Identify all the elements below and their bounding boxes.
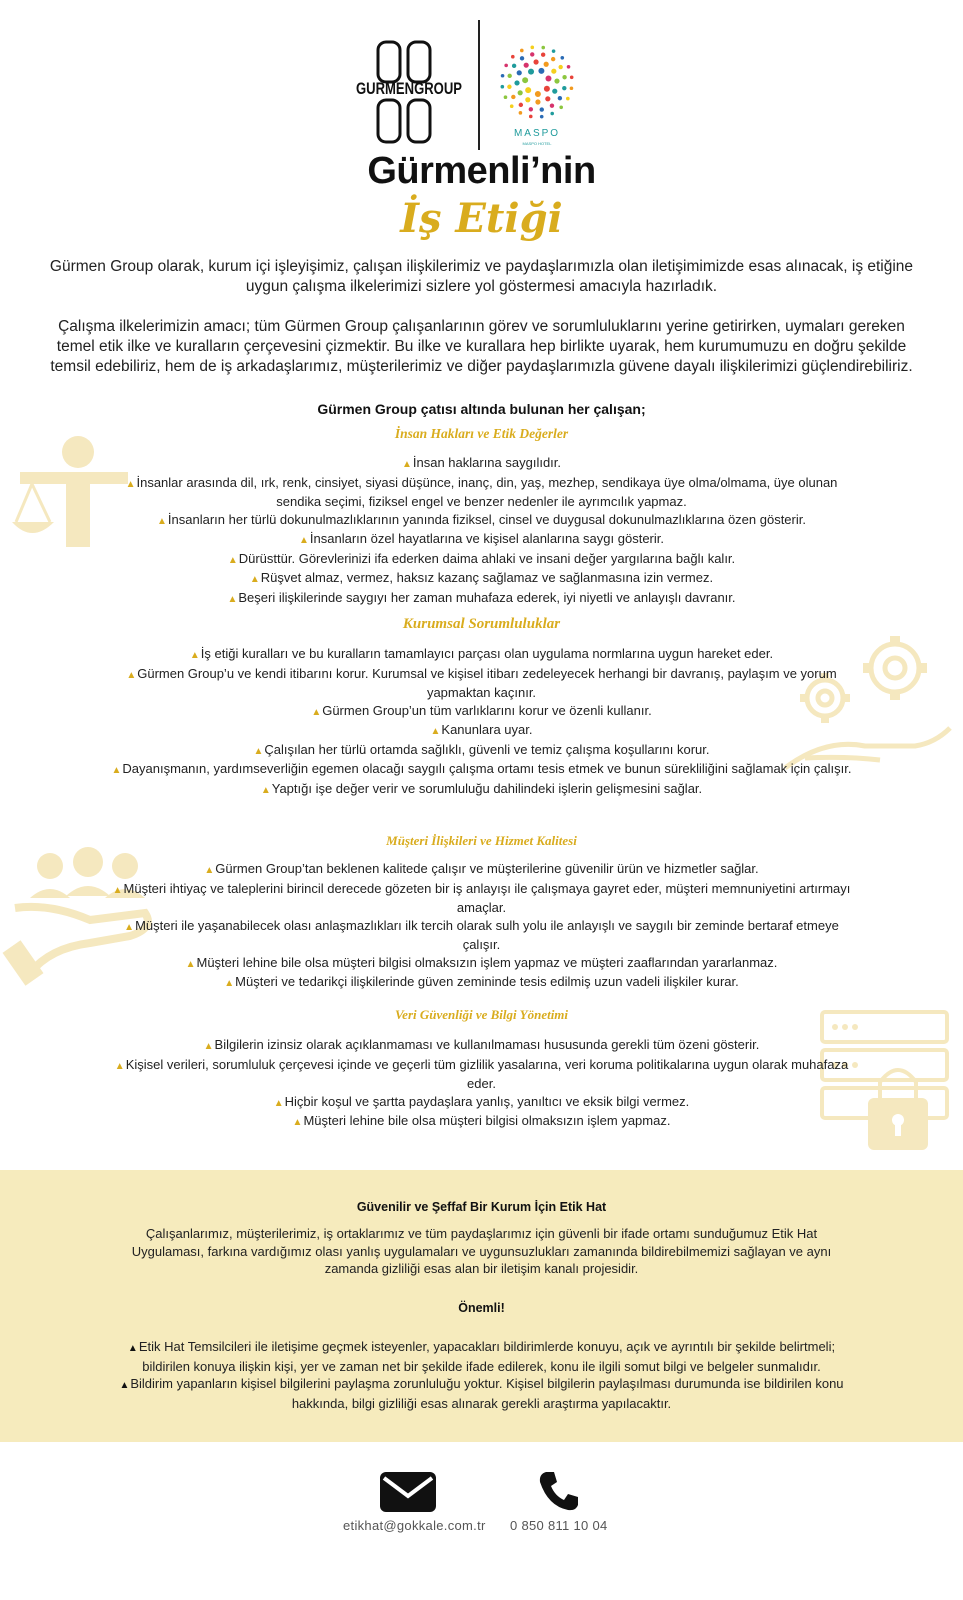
list-item-text: Yaptığı işe değer verir ve sorumluluğu dahilindeki işlerin gelişmesini sağlar. bbox=[271, 780, 703, 796]
list-item bbox=[110, 954, 853, 974]
triangle-bullet-icon: ▲ bbox=[185, 958, 196, 970]
list-item bbox=[110, 721, 853, 741]
logo-dot bbox=[518, 90, 523, 95]
intro-paragraph-1: Gürmen Group olarak, kurum içi işleyişimiz, çalışan ilişkilerimiz ve paydaşlarımızla olan iletişimimizde esas alınacak, iş etiğine uygun çalışma ilkelerimizi sizlere yol göstermesi amacıyla hazırladık. bbox=[49, 258, 914, 295]
list-item bbox=[110, 474, 853, 511]
logo-dot bbox=[566, 97, 570, 101]
list-item-text: Gürmen Group’un tüm varlıklarını korur ve özenli kullanır. bbox=[322, 702, 652, 718]
logo-dot bbox=[533, 59, 538, 64]
triangle-bullet-icon: ▲ bbox=[203, 1041, 214, 1052]
list-item-text: Dayanışmanın, yardımseverliğin egemen olacağı saygılı çalışma ortamı tesis etmek ve bunun sürekliliğini sağlamak için çalışır. bbox=[122, 761, 852, 776]
triangle-bullet-icon: ▲ bbox=[249, 574, 260, 585]
list-item bbox=[110, 780, 853, 800]
gurmen-group-logo bbox=[356, 42, 466, 142]
section-customer-list bbox=[110, 860, 853, 993]
list-item bbox=[110, 550, 853, 570]
triangle-bullet-icon: ▲ bbox=[204, 865, 215, 876]
list-item-text: Çalışılan her türlü ortamda sağlıklı, güvenli ve temiz çalışma koşullarını korur. bbox=[264, 741, 710, 757]
maspo-logo bbox=[494, 40, 580, 150]
logo-dot bbox=[541, 52, 545, 56]
list-item bbox=[110, 589, 853, 609]
list-item-text: İnsanlar arasında dil, ırk, renk, cinsiyet, siyasi düşünce, inanç, din, yaş, mezhep, sendikaya üye olma/olmama, üye olunan sendika seçimi, fiziksel engel ve benzer nedenler ile ayrımcılık yapmaz. bbox=[136, 474, 838, 509]
triangle-bullet-icon: ▲ bbox=[292, 1117, 303, 1128]
list-item bbox=[110, 741, 853, 761]
triangle-bullet-icon: ▲ bbox=[430, 726, 441, 737]
ethics-line-description: Çalışanlarımız, müşterilerimiz, iş ortaklarımız ve tüm paydaşlarımız için güvenli bir ifade ortamı sunduğumuz Etik Hat Uygulaması, farkına vardığımız olası yanlış uygulamaları ve uygunsuzlukları zamanında bildirebilmemizi sağlayan ve aynı zamanda gizliliği esas alan bir iletişim kanalı projesidir. bbox=[131, 1226, 832, 1276]
list-item-text: İnsanların özel hayatlarına ve kişisel alanlarına saygı gösterir. bbox=[309, 531, 664, 546]
list-item bbox=[110, 760, 853, 780]
list-item-text: Etik Hat Temsilcileri ile iletişime geçmek isteyenler, yapacakları bildirimlerde konuyu, açık ve ayrıntılı bir şekilde belirtmeli; bildirilen konuya ilişkin kişi, yer ve zaman net bir şekilde ifade edilerek, konu ile ilgili somut bilgi ve belgeler sunmalıdır. bbox=[138, 1339, 836, 1374]
triangle-bullet-icon: ▲ bbox=[401, 459, 412, 470]
logo-dot bbox=[545, 75, 551, 81]
logo-dot bbox=[529, 107, 533, 111]
logo-dot bbox=[550, 103, 554, 107]
triangle-bullet-icon: ▲ bbox=[260, 784, 271, 796]
logo-dot bbox=[517, 70, 522, 75]
logo-dot bbox=[562, 86, 566, 90]
important-label: Önemli! bbox=[458, 1301, 505, 1315]
lead-sentence: Gürmen Group çatısı altında bulunan her çalışan; bbox=[317, 401, 646, 417]
logo-dot bbox=[510, 104, 514, 108]
ethics-line-title: Güvenilir ve Şeffaf Bir Kurum İçin Etik Hat bbox=[356, 1200, 607, 1214]
triangle-bullet-icon: ▲ bbox=[189, 650, 200, 661]
list-item bbox=[110, 880, 853, 917]
envelope-icon bbox=[380, 1472, 436, 1512]
section-corporate-list bbox=[110, 645, 853, 799]
triangle-bullet-icon: ▲ bbox=[253, 745, 264, 757]
list-item-text: Müşteri ile yaşanabilecek olası anlaşmazlıkları ilk tercih olarak sulh yolu ile anlayışlı ve saygılı bir zeminde bertaraf etmeye çalışır. bbox=[135, 917, 839, 952]
logo-dot bbox=[520, 56, 524, 60]
list-item bbox=[110, 860, 853, 880]
list-item-text: Müşteri lehine bile olsa müşteri bilgisi olmaksızın işlem yapmaz ve müşteri zaaflarından yararlanmaz. bbox=[196, 954, 778, 970]
list-item-text: Müşteri ihtiyaç ve taleplerini birincil derecede gözeten bir iş anlayışı ile çalışmaya gayret eder, müşteri memnuniyetini artırmayı amaçlar. bbox=[123, 880, 851, 915]
logo-dot bbox=[550, 112, 554, 116]
list-item bbox=[110, 1375, 853, 1412]
list-item-text: Bildirim yapanların kişisel bilgilerini paylaşma zorunluluğu yoktur. Kişisel bilgilerin paylaşılması durumunda ise bildirilen konu hakkında, bilgi gizliliği esas alınarak gerekli araştırma yapılacaktır. bbox=[130, 1376, 844, 1411]
logo-dot bbox=[558, 65, 562, 69]
triangle-bullet-icon: ▲ bbox=[124, 921, 135, 933]
logo-dot bbox=[520, 49, 524, 53]
triangle-bullet-icon: ▲ bbox=[273, 1097, 284, 1109]
list-item-text: Beşeri ilişkilerinde saygıyı her zaman muhafaza ederek, iyi niyetli ve anlayışlı davranır. bbox=[238, 589, 736, 605]
logo-dot bbox=[562, 75, 566, 79]
logo-dot bbox=[554, 78, 559, 83]
list-item-text: İş etiği kuralları ve bu kuralların tamamlayıcı parçası olan uygulama normlarına uygun hareket eder. bbox=[200, 646, 774, 661]
triangle-bullet-icon: ▲ bbox=[111, 765, 122, 776]
list-item bbox=[110, 454, 853, 474]
logo-dot bbox=[501, 85, 505, 89]
logo-dot bbox=[544, 62, 549, 67]
list-item bbox=[110, 1036, 853, 1056]
triangle-bullet-icon: ▲ bbox=[112, 884, 123, 896]
list-item-text: Hiçbir koşul ve şartta paydaşlara yanlış, yanıltıcı ve eksik bilgi vermez. bbox=[284, 1093, 690, 1109]
contact-phone[interactable]: 0 850 811 10 04 bbox=[510, 1518, 608, 1533]
logo-dot bbox=[540, 115, 544, 119]
logo-dot bbox=[519, 111, 523, 115]
list-item-text: Kişisel verileri, sorumluluk çerçevesi içinde ve geçerli tüm gizlilik yasalarına, veri koruma politikalarına uygun olarak muhafaza eder. bbox=[125, 1056, 849, 1091]
list-item-text: Gürmen Group’u ve kendi itibarını korur. Kurumsal ve kişisel itibarı zedeleyecek herhangi bir davranış, paylaşım ve yorum yapmaktan kaçınır. bbox=[137, 665, 837, 700]
list-item bbox=[110, 665, 853, 702]
list-item-text: Gürmen Group’tan beklenen kalitede çalışır ve müşterilerine güvenilir ürün ve hizmetler sağlar. bbox=[215, 861, 759, 876]
triangle-bullet-icon: ▲ bbox=[126, 669, 137, 681]
triangle-bullet-icon: ▲ bbox=[311, 706, 322, 718]
logo-dot bbox=[570, 75, 574, 79]
logo-dot bbox=[551, 69, 556, 74]
triangle-bullet-icon: ▲ bbox=[125, 478, 136, 490]
list-item bbox=[110, 702, 853, 722]
logo-dot bbox=[559, 105, 563, 109]
logo-dot bbox=[535, 91, 541, 97]
triangle-bullet-icon: ▲ bbox=[227, 554, 238, 566]
logo-dot bbox=[507, 74, 511, 78]
maspo-wordmark: MASPO bbox=[513, 128, 561, 139]
triangle-bullet-icon: ▲ bbox=[224, 978, 235, 989]
triangle-bullet-icon: ▲ bbox=[227, 593, 238, 605]
triangle-bullet-icon: ▲ bbox=[157, 515, 167, 527]
logo-dot bbox=[552, 89, 557, 94]
list-item-text: Dürüsttür. Görevlerinizi ifa ederken daima ahlaki ve insani değer yargılarına bağlı kalır. bbox=[238, 550, 736, 566]
logo-dot bbox=[511, 95, 515, 99]
logo-dot bbox=[529, 115, 533, 119]
logo-dot bbox=[530, 46, 534, 50]
intro-paragraph-2: Çalışma ilkelerimizin amacı; tüm Gürmen Group çalışanlarının görev ve sorumluluklarını yerine getirirken, uymaları gereken temel etik ilke ve kuralların çerçevesini çizmektir. Bu ilke ve kurallara hep birlikte uyarak, hem kurumumuzu en doğru şekilde temsil edebiliriz, hem de iş arkadaşlarımız, müşterilerimiz ve diğer paydaşlarımızla güvene dayalı ilişkilerimizi güçlendirebiliriz. bbox=[50, 318, 913, 375]
logo-dot bbox=[570, 86, 574, 90]
section-title-customer: Müşteri İlişkileri ve Hizmet Kalitesi bbox=[386, 833, 577, 848]
section-title-human-rights: İnsan Hakları ve Etik Değerler bbox=[394, 426, 569, 441]
logo-dot bbox=[545, 96, 550, 101]
list-item bbox=[110, 511, 853, 531]
logo-dot bbox=[525, 97, 530, 102]
logo-dot bbox=[507, 85, 511, 89]
list-item-text: Kanunlara uyar. bbox=[441, 722, 533, 737]
list-item-text: Bilgilerin izinsiz olarak açıklanmaması ve kullanılmaması hususunda gerekli tüm özeni gösterir. bbox=[214, 1037, 760, 1052]
triangle-bullet-icon: ▲ bbox=[119, 1380, 130, 1391]
gurmen-group-wordmark: GURMENGROUP bbox=[356, 79, 462, 98]
logo-dot bbox=[525, 87, 531, 93]
logo-dot bbox=[501, 74, 505, 78]
logo-dot bbox=[514, 80, 519, 85]
logo-dot bbox=[567, 65, 571, 69]
list-item bbox=[110, 1338, 853, 1375]
logo-dot bbox=[535, 99, 540, 104]
section-data-security-list bbox=[110, 1036, 853, 1132]
section-title-corporate: Kurumsal Sorumluluklar bbox=[402, 616, 561, 632]
logo-dot bbox=[522, 77, 528, 83]
logo-dot bbox=[558, 96, 562, 100]
title-line-2: İş Etiği bbox=[400, 195, 563, 242]
list-item bbox=[110, 917, 853, 954]
logo-dot bbox=[519, 103, 523, 107]
list-item-text: Rüşvet almaz, vermez, haksız kazanç sağlamaz ve sağlanmasına izin vermez. bbox=[260, 570, 714, 585]
phone-icon bbox=[538, 1470, 580, 1512]
logo-dot bbox=[512, 64, 516, 68]
logo-dot bbox=[530, 52, 534, 56]
section-human-rights-list bbox=[110, 454, 853, 608]
triangle-bullet-icon: ▲ bbox=[299, 535, 309, 546]
list-item bbox=[110, 1093, 853, 1113]
logo-dot bbox=[552, 49, 556, 53]
list-item bbox=[110, 569, 853, 589]
maspo-tagline: MASPO HOTEL bbox=[522, 141, 552, 146]
logo-dot bbox=[551, 57, 555, 61]
logo-dot bbox=[524, 63, 529, 68]
logo-divider bbox=[478, 20, 480, 150]
list-item-text: İnsanların her türlü dokunulmazlıklarının yanında fiziksel, cinsel ve duygusal dokunulmazlıklarına özen gösterir. bbox=[167, 511, 806, 527]
logo-dot bbox=[504, 64, 508, 68]
logo-header bbox=[0, 20, 963, 150]
logo-dot bbox=[538, 68, 544, 74]
logo-dot bbox=[540, 107, 544, 111]
ethics-line-notes bbox=[110, 1338, 853, 1412]
contact-email[interactable]: etikhat@gokkale.com.tr bbox=[343, 1518, 486, 1533]
triangle-bullet-icon: ▲ bbox=[114, 1060, 125, 1072]
list-item-text: Müşteri lehine bile olsa müşteri bilgisi olmaksızın işlem yapmaz. bbox=[303, 1113, 671, 1128]
list-item bbox=[110, 1112, 853, 1132]
logo-dot bbox=[511, 55, 515, 59]
logo-dot bbox=[541, 46, 545, 50]
ethics-line-band bbox=[0, 1170, 963, 1442]
list-item bbox=[110, 645, 853, 665]
list-item bbox=[110, 1056, 853, 1093]
list-item-text: İnsan haklarına saygılıdır. bbox=[412, 455, 562, 470]
list-item-text: Müşteri ve tedarikçi ilişkilerinde güven zemininde tesis edilmiş uzun vadeli ilişkiler kurar. bbox=[235, 974, 739, 989]
logo-dot bbox=[544, 86, 550, 92]
section-title-data-security: Veri Güvenliği ve Bilgi Yönetimi bbox=[394, 1007, 569, 1022]
triangle-bullet-icon: ▲ bbox=[127, 1343, 138, 1354]
logo-dot bbox=[528, 69, 534, 75]
logo-dot bbox=[560, 56, 564, 60]
title-line-1: Gürmenli’nin bbox=[367, 150, 596, 192]
list-item bbox=[110, 973, 853, 993]
logo-dot bbox=[504, 95, 508, 99]
list-item bbox=[110, 530, 853, 550]
